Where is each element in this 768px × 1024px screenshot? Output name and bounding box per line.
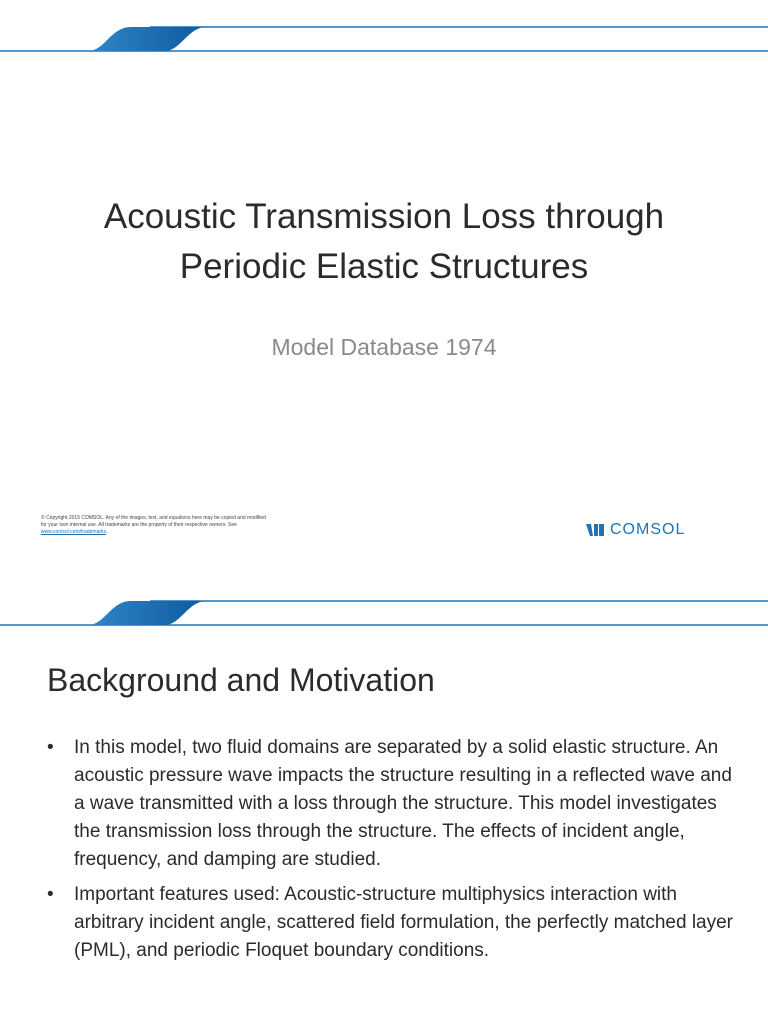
trademarks-link[interactable]: www.comsol.com/trademarks <box>41 529 107 535</box>
bullet-list <box>47 734 737 972</box>
slide-subtitle: Model Database 1974 <box>271 334 497 360</box>
list-item: • In this model, two fluid domains are separated by a solid elastic structure. An acoustic pressure wave impacts the structure resulting in a reflected wave and a wave transmitted with a loss through the structure. This model investigates the transmission loss through the structure. The effects of incident angle, frequency, and damping are studied. <box>47 734 737 874</box>
content-slide <box>0 574 768 1024</box>
header-swoosh <box>0 0 768 60</box>
comsol-logo-icon <box>586 523 606 537</box>
bullet-dot: • <box>47 737 54 758</box>
logo-wordmark: COMSOL <box>610 521 686 538</box>
bullet-dot: • <box>47 884 54 905</box>
copyright-notice: © Copyright 2015 COMSOL. Any of the images, text, and equations here may be copied and modified for your own internal use. All trademarks are the property of their respective owners. See www.comsol.com/trademarks. <box>41 515 266 535</box>
list-item: • Important features used: Acoustic-structure multiphysics interaction with arbitrary incident angle, scattered field formulation, the perfectly matched layer (PML), and periodic Floquet boundary conditions. <box>47 881 737 965</box>
header-swoosh <box>0 574 768 634</box>
slide-heading: Background and Motivation <box>47 662 435 698</box>
slide-title: Acoustic Transmission Loss through Periodic Elastic Structures <box>103 197 665 286</box>
comsol-logo <box>586 520 685 540</box>
